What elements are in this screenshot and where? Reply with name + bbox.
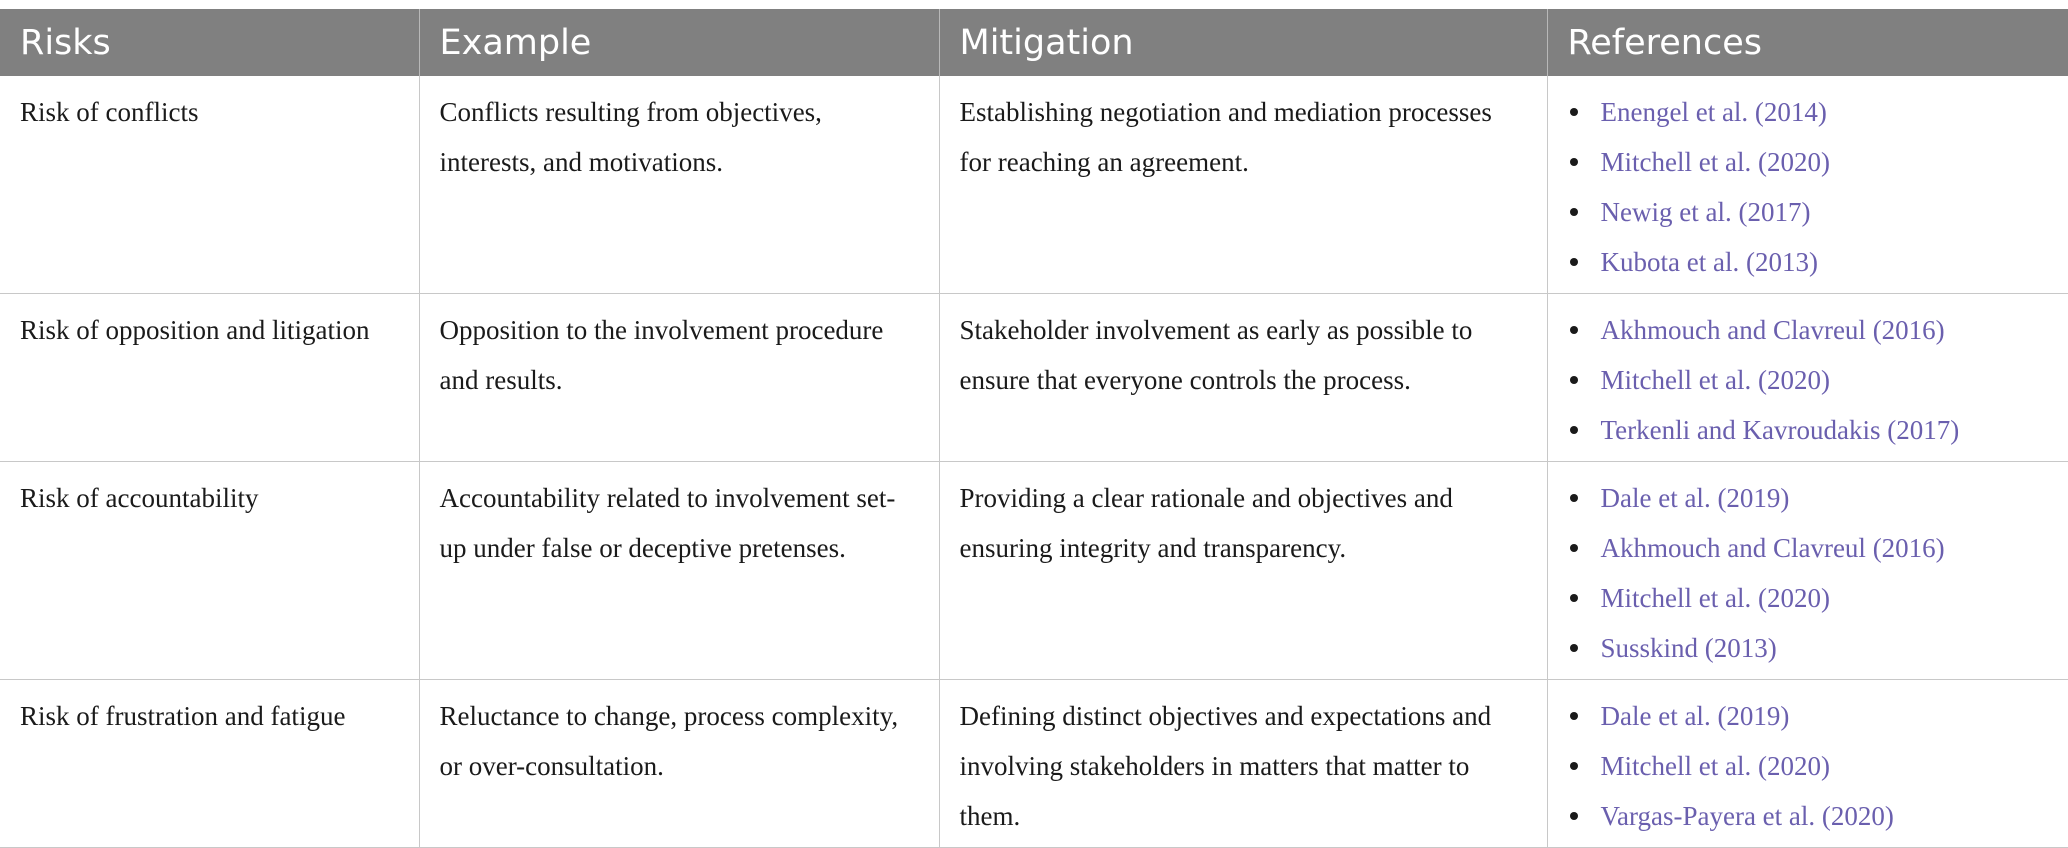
risk-cell: Risk of accountability: [0, 462, 419, 680]
reference-link[interactable]: Mitchell et al. (2020): [1600, 583, 1830, 613]
reference-link[interactable]: Susskind (2013): [1600, 633, 1777, 663]
references-cell: [1547, 462, 2068, 680]
reference-list: [1568, 87, 2049, 287]
reference-link[interactable]: Dale et al. (2019): [1600, 483, 1790, 513]
references-cell: [1547, 294, 2068, 462]
header-risks: Risks: [0, 9, 419, 76]
reference-link[interactable]: Mitchell et al. (2020): [1600, 147, 1830, 177]
table-row: [0, 680, 2068, 848]
table-row: [0, 462, 2068, 680]
table-header: [0, 9, 2068, 76]
reference-item: [1568, 791, 2049, 841]
reference-link[interactable]: Vargas-Payera et al. (2020): [1600, 801, 1894, 831]
example-cell: Opposition to the involvement procedure and results.: [419, 294, 939, 462]
reference-link[interactable]: Enengel et al. (2014): [1600, 97, 1827, 127]
table-body: [0, 76, 2068, 848]
header-mitigation: Mitigation: [939, 9, 1547, 76]
table-row: [0, 294, 2068, 462]
reference-list: [1568, 305, 2049, 455]
reference-link[interactable]: Newig et al. (2017): [1600, 197, 1811, 227]
reference-list: [1568, 691, 2049, 841]
table-row: [0, 76, 2068, 294]
bullet-icon: [1570, 644, 1578, 652]
reference-link[interactable]: Mitchell et al. (2020): [1600, 751, 1830, 781]
bullet-icon: [1570, 544, 1578, 552]
header-references: References: [1547, 9, 2068, 76]
bullet-icon: [1570, 594, 1578, 602]
reference-item: [1568, 405, 2049, 455]
example-cell: Conflicts resulting from objectives, interests, and motivations.: [419, 76, 939, 294]
bullet-icon: [1570, 812, 1578, 820]
risks-table: [0, 9, 2068, 848]
reference-item: [1568, 691, 2049, 741]
header-row: [0, 9, 2068, 76]
references-cell: [1547, 680, 2068, 848]
mitigation-cell: Defining distinct objectives and expectations and involving stakeholders in matters that matter to them.: [939, 680, 1547, 848]
reference-item: [1568, 305, 2049, 355]
bullet-icon: [1570, 762, 1578, 770]
bullet-icon: [1570, 208, 1578, 216]
reference-item: [1568, 473, 2049, 523]
mitigation-cell: Stakeholder involvement as early as possible to ensure that everyone controls the process.: [939, 294, 1547, 462]
risk-cell: Risk of conflicts: [0, 76, 419, 294]
bullet-icon: [1570, 494, 1578, 502]
bullet-icon: [1570, 712, 1578, 720]
reference-link[interactable]: Akhmouch and Clavreul (2016): [1600, 315, 1945, 345]
reference-item: [1568, 573, 2049, 623]
bullet-icon: [1570, 426, 1578, 434]
header-example: Example: [419, 9, 939, 76]
reference-item: [1568, 237, 2049, 287]
reference-item: [1568, 623, 2049, 673]
risk-cell: Risk of frustration and fatigue: [0, 680, 419, 848]
reference-item: [1568, 137, 2049, 187]
example-cell: Reluctance to change, process complexity, or over-consultation.: [419, 680, 939, 848]
references-cell: [1547, 76, 2068, 294]
reference-item: [1568, 355, 2049, 405]
bullet-icon: [1570, 108, 1578, 116]
reference-link[interactable]: Akhmouch and Clavreul (2016): [1600, 533, 1945, 563]
reference-item: [1568, 87, 2049, 137]
reference-item: [1568, 187, 2049, 237]
bullet-icon: [1570, 158, 1578, 166]
risks-table-container: [0, 9, 2068, 848]
bullet-icon: [1570, 258, 1578, 266]
reference-item: [1568, 741, 2049, 791]
risk-cell: Risk of opposition and litigation: [0, 294, 419, 462]
reference-link[interactable]: Kubota et al. (2013): [1600, 247, 1818, 277]
reference-link[interactable]: Dale et al. (2019): [1600, 701, 1790, 731]
reference-link[interactable]: Mitchell et al. (2020): [1600, 365, 1830, 395]
reference-list: [1568, 473, 2049, 673]
bullet-icon: [1570, 326, 1578, 334]
example-cell: Accountability related to involvement set-up under false or deceptive pretenses.: [419, 462, 939, 680]
reference-link[interactable]: Terkenli and Kavroudakis (2017): [1600, 415, 1960, 445]
mitigation-cell: Providing a clear rationale and objectives and ensuring integrity and transparency.: [939, 462, 1547, 680]
reference-item: [1568, 523, 2049, 573]
mitigation-cell: Establishing negotiation and mediation processes for reaching an agreement.: [939, 76, 1547, 294]
bullet-icon: [1570, 376, 1578, 384]
